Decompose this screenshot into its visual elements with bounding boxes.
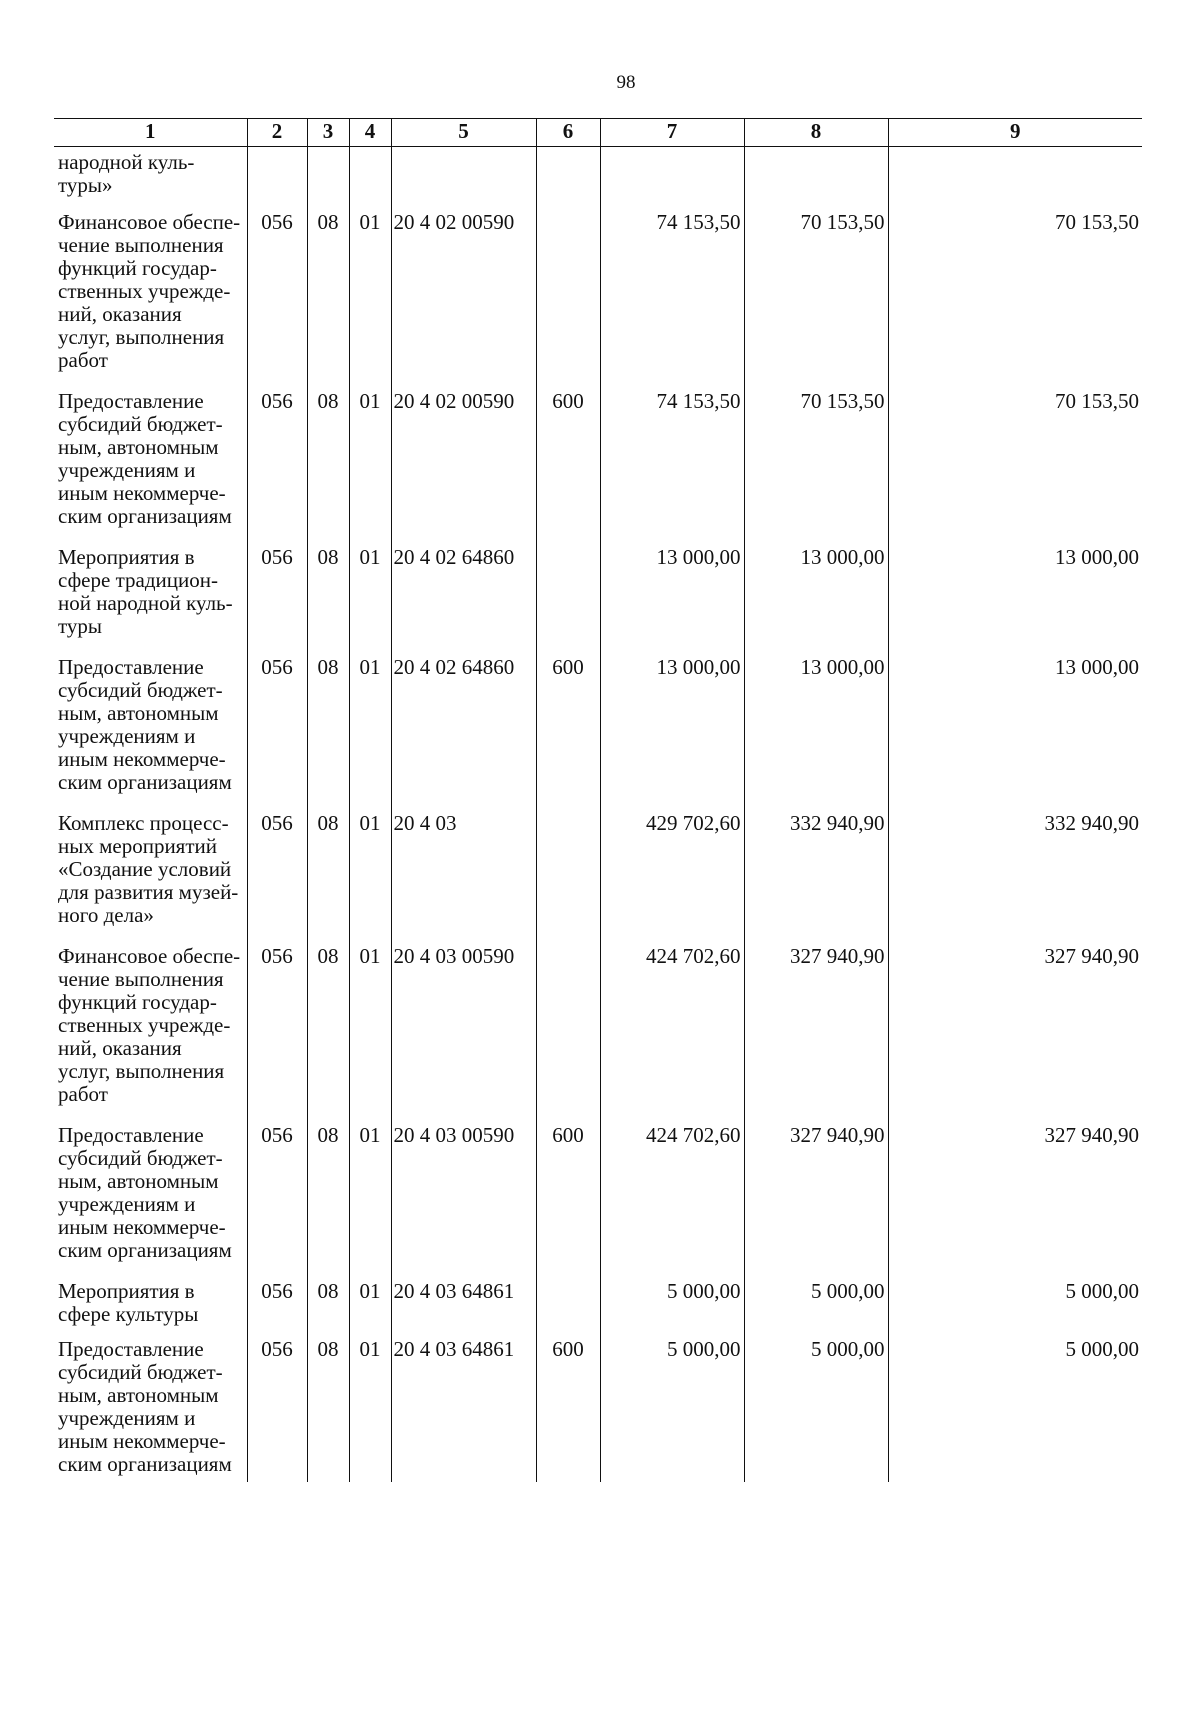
expense-type-code [536, 211, 600, 390]
subsection-code: 01 [349, 390, 391, 546]
row-description: Финансовое обеспе- чение выполнения функций государ- ственных учрежде- ний, оказания услуг, выполнения работ [58, 210, 241, 372]
amount-year-1: 429 702,60 [600, 812, 744, 945]
row-description: Предоставление субсидий бюджет- ным, автономным учреждениям и иным некоммерче- ским организациям [58, 655, 232, 794]
expense-type-code [536, 147, 600, 212]
ministry-code: 056 [247, 211, 307, 390]
table-row [54, 147, 1142, 212]
section-code: 08 [307, 1338, 349, 1482]
amount-year-2 [744, 147, 888, 212]
amount-year-2: 5 000,00 [744, 1338, 888, 1482]
expense-type-code: 600 [536, 656, 600, 812]
table-row [54, 211, 1142, 390]
section-code [307, 147, 349, 212]
row-description: народной куль- туры» [58, 150, 195, 197]
row-description: Предоставление субсидий бюджет- ным, автономным учреждениям и иным некоммерче- ским организациям [58, 1123, 232, 1262]
row-description: Предоставление субсидий бюджет- ным, автономным учреждениям и иным некоммерче- ским организациям [58, 389, 232, 528]
ministry-code: 056 [247, 1280, 307, 1338]
ministry-code: 056 [247, 546, 307, 656]
ministry-code: 056 [247, 1338, 307, 1482]
subsection-code: 01 [349, 546, 391, 656]
column-header: 4 [349, 119, 391, 147]
expense-type-code: 600 [536, 1338, 600, 1482]
subsection-code: 01 [349, 1338, 391, 1482]
amount-year-2: 327 940,90 [744, 1124, 888, 1280]
subsection-code: 01 [349, 1124, 391, 1280]
amount-year-3: 13 000,00 [888, 546, 1142, 656]
target-article-code: 20 4 03 64861 [391, 1338, 536, 1482]
column-header: 2 [247, 119, 307, 147]
amount-year-2: 332 940,90 [744, 812, 888, 945]
ministry-code: 056 [247, 656, 307, 812]
subsection-code: 01 [349, 1280, 391, 1338]
target-article-code: 20 4 03 00590 [391, 1124, 536, 1280]
target-article-code: 20 4 03 [391, 812, 536, 945]
amount-year-3: 13 000,00 [888, 656, 1142, 812]
column-header: 1 [54, 119, 247, 147]
column-header: 6 [536, 119, 600, 147]
ministry-code: 056 [247, 390, 307, 546]
expense-type-code: 600 [536, 390, 600, 546]
amount-year-3 [888, 147, 1142, 212]
subsection-code: 01 [349, 812, 391, 945]
column-header: 3 [307, 119, 349, 147]
expense-type-code [536, 546, 600, 656]
column-header: 5 [391, 119, 536, 147]
subsection-code: 01 [349, 945, 391, 1124]
column-header: 7 [600, 119, 744, 147]
table-row [54, 546, 1142, 656]
column-header: 9 [888, 119, 1142, 147]
amount-year-3: 5 000,00 [888, 1280, 1142, 1338]
column-header: 8 [744, 119, 888, 147]
ministry-code [247, 147, 307, 212]
table-row [54, 812, 1142, 945]
target-article-code: 20 4 02 00590 [391, 390, 536, 546]
ministry-code: 056 [247, 812, 307, 945]
amount-year-1 [600, 147, 744, 212]
amount-year-2: 70 153,50 [744, 211, 888, 390]
amount-year-1: 74 153,50 [600, 211, 744, 390]
section-code: 08 [307, 812, 349, 945]
subsection-code: 01 [349, 656, 391, 812]
table-header-row [54, 119, 1142, 147]
expense-type-code [536, 812, 600, 945]
subsection-code: 01 [349, 211, 391, 390]
section-code: 08 [307, 390, 349, 546]
amount-year-1: 424 702,60 [600, 1124, 744, 1280]
target-article-code: 20 4 02 64860 [391, 546, 536, 656]
expense-type-code [536, 1280, 600, 1338]
table-body [54, 147, 1142, 1483]
section-code: 08 [307, 1124, 349, 1280]
amount-year-3: 327 940,90 [888, 1124, 1142, 1280]
ministry-code: 056 [247, 945, 307, 1124]
amount-year-3: 70 153,50 [888, 390, 1142, 546]
table-row [54, 1280, 1142, 1338]
table-row [54, 656, 1142, 812]
target-article-code [391, 147, 536, 212]
amount-year-1: 13 000,00 [600, 656, 744, 812]
amount-year-1: 424 702,60 [600, 945, 744, 1124]
expense-type-code [536, 945, 600, 1124]
table-row [54, 1124, 1142, 1280]
amount-year-2: 70 153,50 [744, 390, 888, 546]
subsection-code [349, 147, 391, 212]
target-article-code: 20 4 02 64860 [391, 656, 536, 812]
amount-year-3: 332 940,90 [888, 812, 1142, 945]
amount-year-2: 13 000,00 [744, 546, 888, 656]
amount-year-2: 327 940,90 [744, 945, 888, 1124]
budget-table [54, 118, 1142, 1482]
target-article-code: 20 4 02 00590 [391, 211, 536, 390]
section-code: 08 [307, 1280, 349, 1338]
row-description: Мероприятия в сфере культуры [58, 1279, 199, 1326]
amount-year-1: 74 153,50 [600, 390, 744, 546]
target-article-code: 20 4 03 64861 [391, 1280, 536, 1338]
section-code: 08 [307, 945, 349, 1124]
amount-year-1: 13 000,00 [600, 546, 744, 656]
page-number: 98 [616, 72, 636, 93]
table-row [54, 1338, 1142, 1482]
amount-year-3: 70 153,50 [888, 211, 1142, 390]
row-description: Комплекс процесс- ных мероприятий «Создание условий для развития музей- ного дела» [58, 811, 239, 927]
amount-year-1: 5 000,00 [600, 1280, 744, 1338]
amount-year-1: 5 000,00 [600, 1338, 744, 1482]
section-code: 08 [307, 546, 349, 656]
amount-year-2: 5 000,00 [744, 1280, 888, 1338]
amount-year-2: 13 000,00 [744, 656, 888, 812]
amount-year-3: 327 940,90 [888, 945, 1142, 1124]
ministry-code: 056 [247, 1124, 307, 1280]
table-row [54, 390, 1142, 546]
row-description: Мероприятия в сфере традицион- ной народной куль- туры [58, 545, 233, 638]
amount-year-3: 5 000,00 [888, 1338, 1142, 1482]
expense-type-code: 600 [536, 1124, 600, 1280]
section-code: 08 [307, 211, 349, 390]
section-code: 08 [307, 656, 349, 812]
table-row [54, 945, 1142, 1124]
target-article-code: 20 4 03 00590 [391, 945, 536, 1124]
row-description: Предоставление субсидий бюджет- ным, автономным учреждениям и иным некоммерче- ским организациям [58, 1337, 232, 1476]
row-description: Финансовое обеспе- чение выполнения функций государ- ственных учрежде- ний, оказания услуг, выполнения работ [58, 944, 241, 1106]
